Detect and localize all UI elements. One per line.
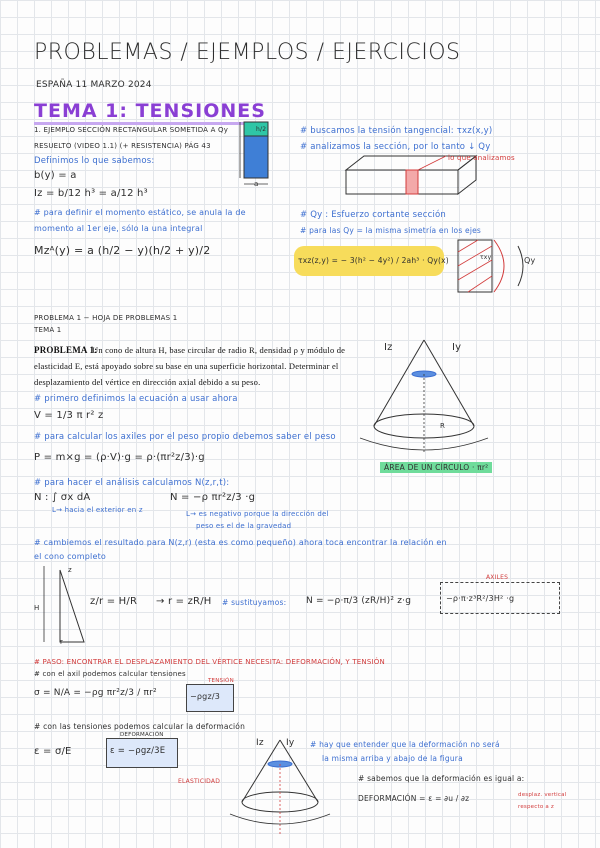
weight-note: # para calcular los axiles por el peso propio debemos saber el peso [34,432,336,442]
substitute-formula: N = −ρ·π/3 (zR/H)² z·g [306,596,412,606]
example-ref: RESUELTO (VIDEO 1.1) (+ RESISTENCIA) PÁG 43 [34,142,211,150]
cone-2-iy-label: Iy [286,738,295,748]
problem-label: PROBLEMA 1: [34,345,98,355]
tau-distribution-diagram [458,232,538,302]
area-note: ÁREA DE UN CÍRCULO · πr² [380,462,492,473]
beam-cut-slice [406,170,418,194]
axiles-formula: −ρ·π·z³R²/3H² ·g [446,594,515,603]
qy-diagram-label: Qy [524,256,536,265]
similar-triangle [40,562,110,652]
axial-equation: N : ∫ σx dA [34,492,91,503]
similar-ratio-2: → r = zR/H [156,596,212,607]
section-body-fill [244,136,268,178]
relation-note: # cambiemos el resultado para N(z,r) (esta es como pequeño) ahora toca encontrar la relación en [34,538,447,547]
triangle-h-label: H [34,604,40,612]
cone-diagram [360,334,510,464]
deriv-formula: DEFORMACIÓN = ε = ∂u / ∂z [358,794,470,803]
tau-title: # buscamos la tensión tangencial: τxz(x,y) [300,126,493,136]
cone-2-iz-label: Iz [256,738,264,748]
weight-formula: P = m×g = (ρ·V)·g = ρ·(πr²z/3)·g [34,452,205,463]
problem-header-2: TEMA 1 [34,326,62,334]
define-note: Definimos lo que sabemos: [34,156,155,166]
section-label-top: h/2 [256,126,267,133]
inertia-formula: Iz = b/12 h³ = a/12 h³ [34,188,148,199]
axiles-label: AXILES [486,574,509,581]
topic-title: TEMA 1: TENSIONES [34,100,266,125]
cone-iy-label: Iy [452,342,462,353]
strain-formula: ε = σ/E [34,746,72,757]
tau-diagram-label: τxy [480,254,492,261]
axial-sub-note: L→ hacia el exterior en z [52,506,143,514]
axial-equation-2: N = −ρ πr²z/3 ·g [170,492,256,503]
substitute-note: # sustituyamos: [222,598,287,607]
statement-line-1: Un cono de altura H, base circular de radio R, densidad ρ y módulo de [92,345,346,355]
negative-note-1: L→ es negativo porque la dirección del [186,510,329,518]
b-of-y: b(y) = a [34,170,77,181]
deform-label: DEFORMACIÓN [120,732,164,738]
statement-line-3: desplazamiento del vértice en dirección axial debido a su peso. [34,377,261,387]
elastic-label: ELASTICIDAD [178,778,221,785]
tau-formula: τxz(z,y) = − 3(h² − 4y²) / 2ah³ · Qy(x) [298,256,449,265]
problem-header-1: PROBLEMA 1 − HOJA DE PROBLEMAS 1 [34,314,178,322]
deriv-label-1: desplaz. vertical [518,792,567,798]
moment-note-1: # para definir el momento estático, se anula la de [34,208,246,217]
moment-note-2: momento al 1er eje, sólo la una integral [34,224,203,233]
moment-formula: Mzᴬ(y) = a (h/2 − y)(h/2 + y)/2 [34,244,211,257]
step2-note: # PASO: ENCONTRAR EL DESPLAZAMIENTO DEL VÉRTICE NECESITA: DEFORMACIÓN, Y TENSIÓN [34,658,385,666]
page-title: PROBLEMAS / EJEMPLOS / EJERCICIOS [34,40,461,65]
cut-label: lo que analizamos [448,154,515,162]
deriv-label-2: respecto a z [518,804,554,810]
qy-note-1: # Qy : Esfuerzo cortante sección [300,210,446,220]
stress-note: # con el axil podemos calcular tensiones [34,670,186,678]
deform-formula: ε = −ρgz/3E [110,746,166,756]
relation-note-2: el cono completo [34,552,107,561]
side-note-1: # hay que entender que la deformación no será [310,740,500,749]
strain-note: # con las tensiones podemos calcular la deformación [34,722,246,731]
triangle-z-label: z [68,566,72,574]
cone-r-label: R [440,422,446,430]
similar-ratio: z/r = H/R [90,596,138,607]
cone-iz-label: Iz [384,342,393,353]
tau-note: # analizamos la sección, por lo tanto ↓ Qy [300,142,491,152]
page-date: ESPAÑA 11 MARZO 2024 [36,80,152,90]
negative-note-2: peso es el de la gravedad [196,522,292,530]
volume-note: # primero definimos la ecuación a usar ahora [34,394,238,404]
section-label-width: a [254,180,259,188]
tension-formula: −ρgz/3 [190,692,221,701]
stress-formula: σ = N/A = −ρg πr²z/3 / πr² [34,688,157,698]
example-title: 1. EJEMPLO SECCIÓN RECTANGULAR SOMETIDA A Qy [34,126,229,134]
side-note-2: la misma arriba y abajo de la figura [322,754,463,763]
triangle-r-label: r [60,638,64,646]
volume-formula: V = 1/3 π r² z [34,410,104,421]
tension-label: TENSIÓN [208,678,234,684]
qy-note-2: # para las Qy = la misma simetría en los ejes [300,226,482,235]
cone-diagram-2 [230,734,340,844]
statement-line-2: elasticidad E, está apoyado sobre su base en una superficie horizontal. Determinar el [34,361,339,371]
deriv-note: # sabemos que la deformación es igual a: [358,774,525,783]
axial-note: # para hacer el análisis calculamos N(z,r,t): [34,478,230,488]
